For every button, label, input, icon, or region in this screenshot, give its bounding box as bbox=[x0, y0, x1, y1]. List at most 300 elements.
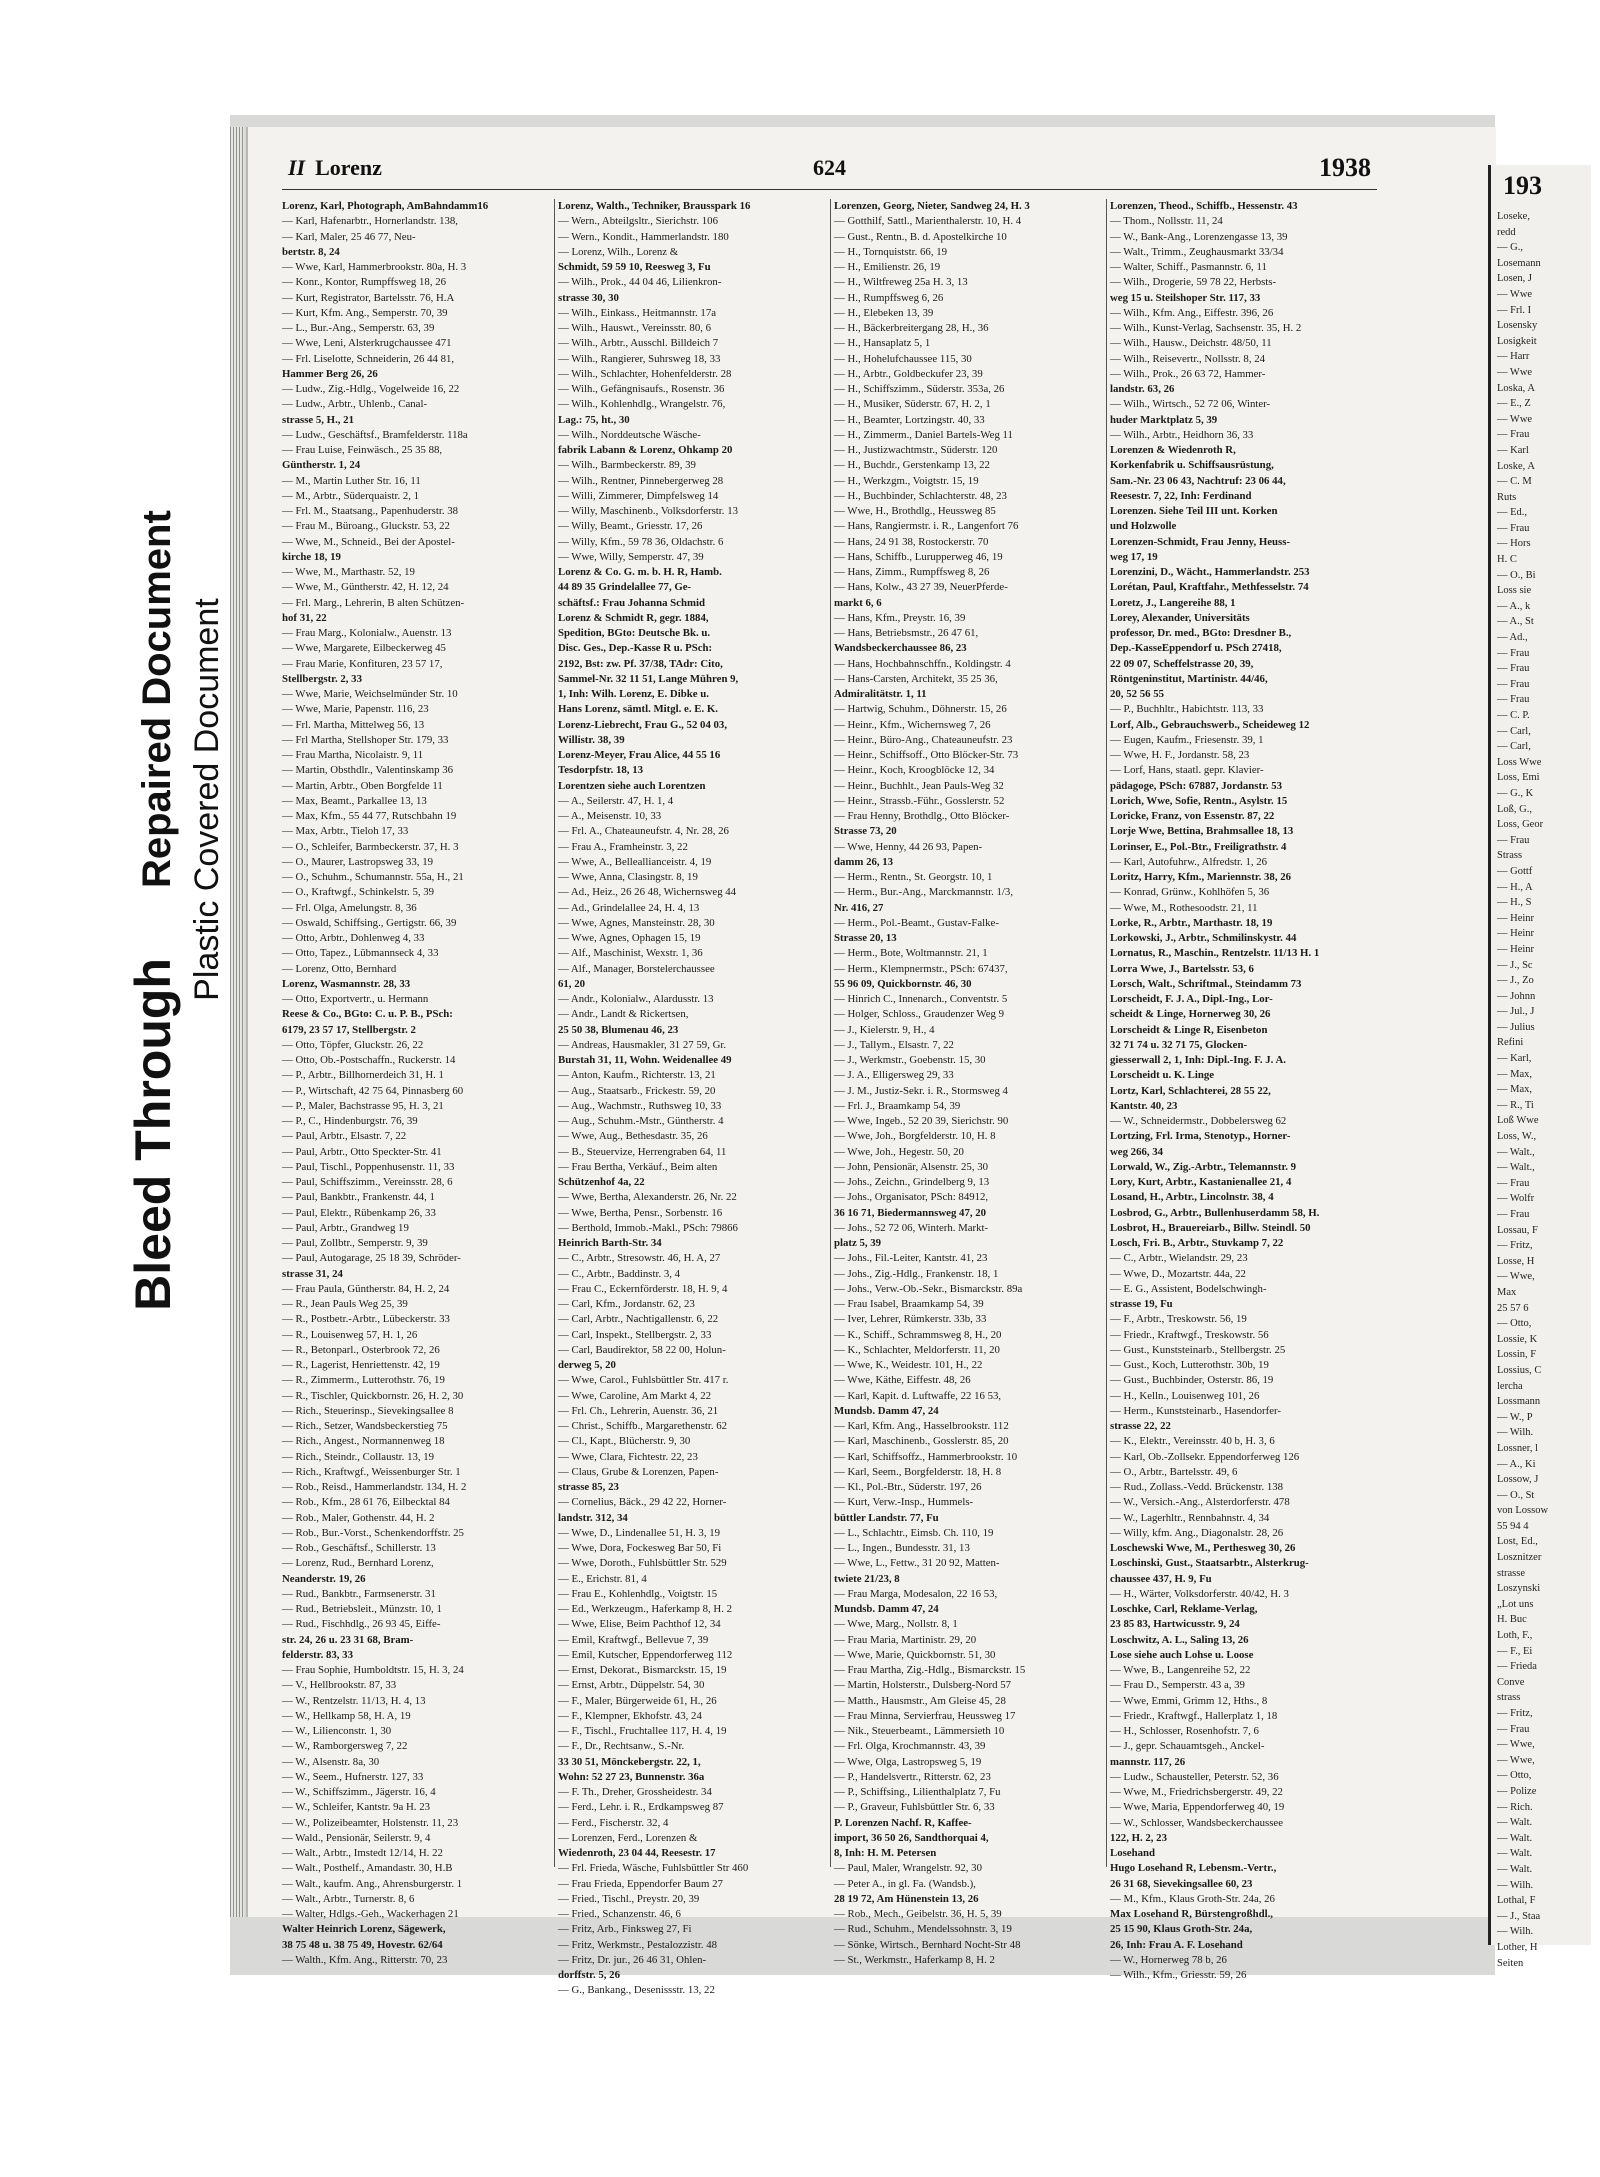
directory-entry: — Christ., Schiffb., Margarethenstr. 62 bbox=[558, 1420, 728, 1432]
directory-entry: — F., Klempner, Ekhofstr. 43, 24 bbox=[558, 1709, 702, 1722]
directory-entry: — J., Tallym., Elsastr. 7, 22 bbox=[834, 1038, 954, 1051]
directory-entry: — Lorenz, Otto, Bernhard bbox=[282, 962, 397, 975]
directory-entry: — Frau E., Kohlenhdlg., Voigtstr. 15 bbox=[558, 1587, 718, 1600]
adjacent-page-entry: lercha bbox=[1497, 1380, 1523, 1392]
directory-entry: — Peter A., in gl. Fa. (Wandsb.), bbox=[834, 1877, 976, 1890]
adjacent-page-entry: — Walt. bbox=[1497, 1817, 1533, 1829]
header-year: 1938 bbox=[1319, 153, 1371, 182]
adjacent-page-entry: — Wwe bbox=[1497, 366, 1533, 378]
directory-entry: — Frau M., Büroang., Gluckstr. 53, 22 bbox=[282, 520, 450, 533]
directory-entry: landstr. 63, 26 bbox=[1110, 383, 1175, 395]
directory-entry: — Otto, Arbtr., Dohlenweg 4, 33 bbox=[282, 932, 425, 944]
adjacent-page-entry: — Polize bbox=[1497, 1785, 1537, 1797]
directory-entry: — Frl. Frieda, Wäsche, Fuhlsbüttler Str 460 bbox=[558, 1862, 749, 1875]
directory-entry: Willistr. 38, 39 bbox=[558, 733, 625, 746]
directory-entry: Hugo Losehand R, Lebensm.-Vertr., bbox=[1110, 1862, 1277, 1875]
directory-entry: — Wilh., Rangierer, Suhrsweg 18, 33 bbox=[558, 352, 721, 365]
directory-entry: professor, Dr. med., BGto: Dresdner B., bbox=[1110, 627, 1292, 639]
directory-entry: Loschwitz, A. L., Saling 13, 26 bbox=[1110, 1633, 1249, 1646]
adjacent-page-entry: — Julius bbox=[1497, 1021, 1535, 1033]
directory-entry: — Rob., Bur.-Vorst., Schenkendorffstr. 25 bbox=[282, 1526, 464, 1539]
adjacent-page-entry: Loss, W., bbox=[1497, 1131, 1537, 1143]
adjacent-page-entry: — Walt. bbox=[1497, 1848, 1533, 1860]
directory-entry: — Johs., Verw.-Ob.-Sekr., Bismarckstr. 89a bbox=[834, 1282, 1023, 1295]
directory-entry: Lortzing, Frl. Irma, Stenotyp., Horner- bbox=[1110, 1130, 1291, 1143]
directory-entry: — Frl. Martha, Mittelweg 56, 13 bbox=[282, 718, 425, 731]
directory-entry: — W., Polizeibeamter, Holstenstr. 11, 23 bbox=[282, 1816, 459, 1829]
directory-entry: — W., Ramborgersweg 7, 22 bbox=[282, 1740, 408, 1753]
condition-label-group bbox=[124, 510, 227, 1311]
directory-entry: strasse 5, H., 21 bbox=[282, 413, 354, 426]
directory-entry: — J. M., Justiz-Sekr. i. R., Stormsweg 4 bbox=[834, 1084, 1008, 1097]
directory-entry: Lorscheidt & Linge R, Eisenbeton bbox=[1110, 1023, 1268, 1036]
directory-entry: — Andreas, Hausmakler, 31 27 59, Gr. bbox=[558, 1038, 727, 1051]
directory-entry: Lorje Wwe, Bettina, Brahmsallee 18, 13 bbox=[1110, 825, 1294, 838]
adjacent-page-entry: Loss Wwe bbox=[1497, 756, 1542, 768]
directory-entry: strasse 85, 23 bbox=[558, 1481, 619, 1493]
directory-entry: Wohn: 52 27 23, Bunnenstr. 36a bbox=[558, 1770, 705, 1783]
directory-entry: — Ad., Heiz., 26 26 48, Wichernsweg 44 bbox=[558, 886, 737, 899]
directory-entry: Dep.-KasseEppendorf u. PSch 27418, bbox=[1110, 642, 1282, 655]
adjacent-page-entry: — Heinr bbox=[1497, 912, 1535, 924]
directory-entry: — Gotthilf, Sattl., Marienthalerstr. 10, H. 4 bbox=[834, 215, 1022, 228]
adjacent-page-entry: Losensky bbox=[1497, 320, 1538, 332]
adjacent-page-entry: Loszynski bbox=[1497, 1583, 1541, 1595]
directory-entry: — Max, Arbtr., Tieloh 17, 33 bbox=[282, 825, 409, 838]
directory-entry: — Wwe, M., Marthastr. 52, 19 bbox=[282, 566, 415, 578]
directory-entry: — Wwe, H. F., Jordanstr. 58, 23 bbox=[1110, 749, 1250, 761]
directory-entry: — A., Meisenstr. 10, 33 bbox=[558, 810, 662, 822]
directory-entry: — O., Arbtr., Bartelsstr. 49, 6 bbox=[1110, 1465, 1238, 1478]
adjacent-page-entry: — J., Sc bbox=[1497, 959, 1533, 971]
adjacent-page-entry: Lost, Ed., bbox=[1497, 1536, 1538, 1548]
directory-entry: Lorentzen siehe auch Lorentzen bbox=[558, 779, 706, 792]
directory-entry: Mundsb. Damm 47, 24 bbox=[834, 1404, 939, 1417]
adjacent-page-entry: — Carl, bbox=[1497, 741, 1531, 753]
directory-entry: Loschinski, Gust., Staatsarbtr., Alsterkrug- bbox=[1110, 1557, 1309, 1570]
directory-entry: — Walt., Trimm., Zeughausmarkt 33/34 bbox=[1110, 245, 1284, 258]
adjacent-page-entry: redd bbox=[1497, 226, 1516, 238]
directory-entry: import, 36 50 26, Sandthorquai 4, bbox=[834, 1831, 989, 1844]
directory-entry: — Paul, Arbtr., Elsastr. 7, 22 bbox=[282, 1130, 407, 1143]
directory-entry: Walter Heinrich Lorenz, Sägewerk, bbox=[282, 1923, 446, 1936]
directory-entry: — Wwe, Carol., Fuhlsbüttler Str. 417 r. bbox=[558, 1374, 729, 1387]
directory-entry: — Wilh., Wirtsch., 52 72 06, Winter- bbox=[1110, 398, 1271, 411]
directory-entry: — Wwe, Marie, Weichselmünder Str. 10 bbox=[282, 688, 458, 700]
directory-entry: 61, 20 bbox=[558, 977, 585, 990]
bleed-through-label: Bleed Through bbox=[124, 957, 181, 1311]
directory-entry: — Frl. Marg., Lehrerin, B alten Schützen- bbox=[282, 596, 465, 609]
directory-entry: — Wald., Pensionär, Seilerstr. 9, 4 bbox=[282, 1831, 431, 1844]
directory-entry: — Wwe, Joh., Borgfelderstr. 10, H. 8 bbox=[834, 1130, 996, 1143]
directory-entry: — Heinr., Büro-Ang., Chateauneufstr. 23 bbox=[834, 733, 1013, 746]
directory-entry: hof 31, 22 bbox=[282, 611, 327, 624]
directory-entry: — R., Betonparl., Osterbrook 72, 26 bbox=[282, 1343, 440, 1356]
directory-entry: — O., Maurer, Lastropsweg 33, 19 bbox=[282, 855, 433, 868]
adjacent-page-entry: — Max, bbox=[1497, 1068, 1532, 1080]
directory-entry: — Alf., Maschinist, Wexstr. 1, 36 bbox=[558, 947, 703, 960]
directory-entry: — H., Werkzgm., Voigtstr. 15, 19 bbox=[834, 474, 979, 487]
directory-entry: Wiedenroth, 23 04 44, Reesestr. 17 bbox=[558, 1847, 716, 1859]
directory-entry: — Martin, Holsterstr., Dulsberg-Nord 57 bbox=[834, 1679, 1012, 1692]
adjacent-page-entry: — Frau bbox=[1497, 1723, 1530, 1735]
directory-entry: — Rich., Angest., Normannenweg 18 bbox=[282, 1435, 445, 1448]
directory-entry: — Rob., Reisd., Hammerlandstr. 134, H. 2 bbox=[282, 1481, 467, 1493]
directory-entry: — Gust., Kunststeinarb., Stellbergstr. 25 bbox=[1110, 1343, 1286, 1356]
directory-entry: — B., Steuervize, Herrengraben 64, 11 bbox=[558, 1145, 727, 1158]
adjacent-page-entry: Losigkeit bbox=[1497, 335, 1537, 347]
directory-entry: Lag.: 75, ht., 30 bbox=[558, 413, 630, 426]
directory-entry: — P., Buchhltr., Habichtstr. 113, 33 bbox=[1110, 703, 1264, 716]
directory-entry: Lorenzen & Wiedenroth R, bbox=[1110, 444, 1236, 456]
adjacent-page-entry: — Karl bbox=[1497, 444, 1529, 456]
directory-entry: — Wwe, Käthe, Eiffestr. 48, 26 bbox=[834, 1374, 971, 1387]
directory-entry: — Carl, Arbtr., Nachtigallenstr. 6, 22 bbox=[558, 1313, 719, 1326]
directory-entry: — Paul, Tischl., Poppenhusenstr. 11, 33 bbox=[282, 1160, 455, 1173]
adjacent-page-entry: — Walt., bbox=[1497, 1162, 1535, 1174]
directory-entry: Lorenzen-Schmidt, Frau Jenny, Heuss- bbox=[1110, 535, 1291, 548]
directory-entry: — V., Hellbrookstr. 87, 33 bbox=[282, 1679, 397, 1692]
directory-entry: — Gust., Rentn., B. d. Apostelkirche 10 bbox=[834, 230, 1007, 243]
adjacent-page-entry: — Frau bbox=[1497, 663, 1530, 675]
directory-entry: kirche 18, 19 bbox=[282, 550, 341, 563]
directory-entry: — Lorenz, Wilh., Lorenz & bbox=[558, 245, 679, 258]
adjacent-page-entry: — Frau bbox=[1497, 694, 1530, 706]
directory-entry: — P., C., Hindenburgstr. 76, 39 bbox=[282, 1115, 418, 1127]
directory-entry: — Frau D., Semperstr. 43 a, 39 bbox=[1110, 1679, 1245, 1692]
adjacent-page-entry: — Otto, bbox=[1497, 1318, 1532, 1330]
directory-entry: — A., Seilerstr. 47, H. 1, 4 bbox=[558, 794, 674, 807]
directory-entry: — Frau Marie, Konfituren, 23 57 17, bbox=[282, 657, 443, 670]
directory-entry: — Wwe, Henny, 44 26 93, Papen- bbox=[834, 840, 983, 853]
adjacent-page-entry: Loseke, bbox=[1497, 211, 1530, 222]
directory-entry: — Frau Marg., Kolonialw., Auenstr. 13 bbox=[282, 627, 452, 639]
directory-column-2 bbox=[558, 199, 828, 1997]
directory-entry: — C., Arbtr., Baddinstr. 3, 4 bbox=[558, 1267, 681, 1280]
directory-entry: — Max, Kfm., 55 44 77, Rutschbahn 19 bbox=[282, 810, 457, 822]
directory-entry: — Karl, Kapit. d. Luftwaffe, 22 16 53, bbox=[834, 1389, 1002, 1402]
directory-entry: — Frl. A., Chateauneufstr. 4, Nr. 28, 26 bbox=[558, 825, 729, 838]
directory-entry: 8, Inh: H. M. Petersen bbox=[834, 1847, 937, 1859]
directory-entry: — Rob., Geschäftsf., Schillerstr. 13 bbox=[282, 1542, 436, 1554]
directory-entry: — P., Graveur, Fuhlsbüttler Str. 6, 33 bbox=[834, 1801, 995, 1814]
directory-entry: — Berthold, Immob.-Makl., PSch: 79866 bbox=[558, 1221, 738, 1234]
directory-entry: — Karl, Ob.-Zollsekr. Eppendorferweg 126 bbox=[1110, 1450, 1300, 1463]
directory-entry: — Gust., Koch, Lutterothstr. 30b, 19 bbox=[1110, 1359, 1269, 1371]
directory-entry: — Paul, Zollbtr., Semperstr. 9, 39 bbox=[282, 1237, 428, 1249]
adjacent-page-entry: — H., A bbox=[1497, 881, 1533, 893]
directory-entry: Losehand bbox=[1110, 1847, 1156, 1859]
directory-entry: — Eugen, Kaufm., Friesenstr. 39, 1 bbox=[1110, 733, 1264, 746]
directory-entry: — Carl, Kfm., Jordanstr. 62, 23 bbox=[558, 1298, 695, 1310]
directory-entry: — Wern., Kondit., Hammerlandstr. 180 bbox=[558, 230, 729, 243]
directory-entry: — W., Lagerhltr., Rennbahnstr. 4, 34 bbox=[1110, 1511, 1270, 1524]
directory-entry: — P., Schiffsing., Lilienthalplatz 7, Fu bbox=[834, 1786, 1001, 1798]
adjacent-page-entry: — Walt. bbox=[1497, 1863, 1533, 1875]
directory-entry: — Wilh., Einkass., Heitmannstr. 17a bbox=[558, 306, 717, 319]
directory-entry: — Frau A., Framheinstr. 3, 22 bbox=[558, 840, 688, 853]
adjacent-page-entry: — A., Ki bbox=[1497, 1458, 1536, 1470]
directory-entry: derweg 5, 20 bbox=[558, 1359, 616, 1371]
directory-entry: — H., Schiffszimm., Süderstr. 353a, 26 bbox=[834, 383, 1005, 395]
directory-entry: Güntherstr. 1, 24 bbox=[282, 459, 361, 472]
directory-entry: — Hans, Rangiermstr. i. R., Langenfort 76 bbox=[834, 520, 1019, 533]
directory-entry: — Johs., Fil.-Leiter, Kantstr. 41, 23 bbox=[834, 1252, 988, 1265]
directory-entry: — C., Arbtr., Wielandstr. 29, 23 bbox=[1110, 1252, 1248, 1265]
directory-entry: — Frl. Ch., Lehrerin, Auenstr. 36, 21 bbox=[558, 1404, 719, 1417]
directory-entry: — Wilh., Schlachter, Hohenfelderstr. 28 bbox=[558, 367, 732, 380]
adjacent-page-entry: — A., St bbox=[1497, 616, 1534, 628]
directory-entry: — Wwe, Agnes, Mansteinstr. 28, 30 bbox=[558, 916, 715, 929]
directory-entry: schäftsf.: Frau Johanna Schmid bbox=[558, 596, 705, 609]
directory-entry: Reesestr. 7, 22, Inh: Ferdinand bbox=[1110, 489, 1252, 502]
directory-entry: — E. G., Assistent, Bodelschwingh- bbox=[1110, 1282, 1267, 1295]
directory-entry: — L., Bur.-Ang., Semperstr. 63, 39 bbox=[282, 322, 435, 334]
directory-entry: — Wilh., Prok., 26 63 72, Hammer- bbox=[1110, 367, 1266, 380]
directory-entry: — Rud., Schuhm., Mendelssohnstr. 3, 19 bbox=[834, 1923, 1012, 1936]
directory-entry: — Lorenz, Rud., Bernhard Lorenz, bbox=[282, 1557, 434, 1570]
directory-entry: — Wwe, Emmi, Grimm 12, Hths., 8 bbox=[1110, 1694, 1268, 1707]
directory-entry: Lortz, Karl, Schlachterei, 28 55 22, bbox=[1110, 1084, 1271, 1097]
directory-entry: Burstah 31, 11, Wohn. Weidenallee 49 bbox=[558, 1054, 732, 1066]
adjacent-page-entry: strass bbox=[1497, 1692, 1521, 1704]
directory-entry: — O., Schleifer, Barmbeckerstr. 37, H. 3 bbox=[282, 840, 459, 853]
adjacent-page-entry: Losse, H bbox=[1497, 1255, 1535, 1267]
directory-entry: strasse 31, 24 bbox=[282, 1267, 343, 1280]
adjacent-page-entry: Lossow, J bbox=[1497, 1474, 1539, 1486]
directory-entry: strasse 22, 22 bbox=[1110, 1420, 1171, 1432]
directory-entry: — Walth., Kfm. Ang., Ritterstr. 70, 23 bbox=[282, 1953, 448, 1966]
directory-entry: Spedition, BGto: Deutsche Bk. u. bbox=[558, 627, 711, 639]
directory-entry: — Iver, Lehrer, Rümkerstr. 33b, 33 bbox=[834, 1313, 987, 1326]
directory-entry: — Wilh., Barmbeckerstr. 89, 39 bbox=[558, 459, 696, 472]
directory-entry: — Wwe, Doroth., Fuhlsbüttler Str. 529 bbox=[558, 1557, 727, 1570]
directory-entry: — H., Hohelufchaussee 115, 30 bbox=[834, 352, 972, 365]
directory-entry: — Wwe, B., Langenreihe 52, 22 bbox=[1110, 1664, 1251, 1676]
directory-entry: Sam.-Nr. 23 06 43, Nachtruf: 23 06 44, bbox=[1110, 474, 1286, 487]
directory-entry: — F., Tischl., Fruchtallee 117, H. 4, 19 bbox=[558, 1725, 727, 1737]
directory-entry: giesserwall 2, 1, Inh: Dipl.-Ing. F. J. A. bbox=[1110, 1054, 1286, 1066]
adjacent-page-entry: — Frieda bbox=[1497, 1661, 1537, 1673]
adjacent-page-entry: Loske, A bbox=[1497, 460, 1535, 472]
directory-entry: — H., Tornquiststr. 66, 19 bbox=[834, 245, 948, 258]
directory-entry: — Frau Henny, Brothdlg., Otto Blöcker- bbox=[834, 810, 1010, 822]
directory-entry: Tesdorpfstr. 18, 13 bbox=[558, 764, 643, 777]
adjacent-page-entry: Lossius, C bbox=[1497, 1364, 1542, 1376]
directory-entry: — Walt., Posthelf., Amandastr. 30, H.B bbox=[282, 1862, 453, 1875]
directory-entry: — Andr., Landt & Rickertsen, bbox=[558, 1008, 689, 1021]
directory-entry: 38 75 48 u. 38 75 49, Hovestr. 62/64 bbox=[282, 1938, 443, 1951]
directory-entry: Röntgeninstitut, Martinistr. 44/46, bbox=[1110, 672, 1268, 685]
directory-entry: strasse 30, 30 bbox=[558, 291, 619, 304]
directory-entry: — Karl, Schiffsoffz., Hammerbrookstr. 10 bbox=[834, 1450, 1018, 1463]
adjacent-page-entry: 55 94 4 bbox=[1497, 1520, 1529, 1532]
adjacent-page-entry: Lother, H bbox=[1497, 1941, 1538, 1953]
directory-entry: — H., Wiltfreweg 25a H. 3, 13 bbox=[834, 276, 968, 289]
directory-entry: — Wwe, Marg., Nollstr. 8, 1 bbox=[834, 1618, 958, 1631]
directory-entry: — J., Kielerstr. 9, H., 4 bbox=[834, 1023, 935, 1036]
directory-entry: — Konr., Kontor, Rumpffsweg 18, 26 bbox=[282, 276, 447, 289]
directory-entry: — Aug., Staatsarb., Frickestr. 59, 20 bbox=[558, 1084, 716, 1097]
adjacent-page-entry: — Walt., bbox=[1497, 1146, 1535, 1158]
adjacent-page-entry: — A., k bbox=[1497, 600, 1531, 612]
directory-entry: — Wilh., Reisevertr., Nollsstr. 8, 24 bbox=[1110, 352, 1266, 365]
directory-entry: Lory, Kurt, Arbtr., Kastanienallee 21, 4 bbox=[1110, 1176, 1292, 1188]
directory-entry: Hammer Berg 26, 26 bbox=[282, 367, 378, 380]
directory-entry: Lorey, Alexander, Universitäts bbox=[1110, 611, 1250, 624]
directory-entry: — H., Zimmerm., Daniel Bartels-Weg 11 bbox=[834, 428, 1013, 441]
directory-entry: Lorra Wwe, J., Bartelsstr. 53, 6 bbox=[1110, 962, 1254, 975]
adjacent-page-entry: — Fritz, bbox=[1497, 1708, 1533, 1719]
directory-entry: — Heinr., Buchhlt., Jean Pauls-Weg 32 bbox=[834, 779, 1004, 792]
directory-entry: — Hans, Kfm., Preystr. 16, 39 bbox=[834, 611, 966, 624]
directory-entry: — Rud., Fischhdlg., 26 93 45, Eiffe- bbox=[282, 1618, 441, 1631]
adjacent-page-entry: — G., K bbox=[1497, 787, 1534, 799]
directory-entry: — Otto, Töpfer, Gluckstr. 26, 22 bbox=[282, 1038, 424, 1051]
directory-entry: Reese & Co., BGto: C. u. P. B., PSch: bbox=[282, 1008, 453, 1021]
directory-entry: twiete 21/23, 8 bbox=[834, 1572, 900, 1585]
directory-entry: — Gust., Buchbinder, Osterstr. 86, 19 bbox=[1110, 1374, 1274, 1387]
directory-entry: — J., Werkmstr., Goebenstr. 15, 30 bbox=[834, 1054, 986, 1066]
directory-entry: — Frau Isabel, Braamkamp 54, 39 bbox=[834, 1298, 984, 1310]
directory-entry: — Hans, Kolw., 43 27 39, NeuerPferde- bbox=[834, 581, 1008, 594]
directory-entry: — Wwe, Elise, Beim Pachthof 12, 34 bbox=[558, 1618, 721, 1631]
directory-entry: — Willy, Kfm., 59 78 36, Oldachstr. 6 bbox=[558, 535, 724, 548]
directory-entry: 33 30 51, Mönckebergstr. 22, 1, bbox=[558, 1755, 701, 1768]
directory-entry: — Wwe, Agnes, Ophagen 15, 19 bbox=[558, 932, 701, 944]
directory-entry: dorffstr. 5, 26 bbox=[558, 1969, 620, 1981]
directory-entry: — O., Schuhm., Schumannstr. 55a, H., 21 bbox=[282, 871, 464, 883]
adjacent-page-entry: — Max, bbox=[1497, 1084, 1532, 1096]
directory-entry: Lornatus, R., Maschin., Rentzelstr. 11/13 H. 1 bbox=[1110, 947, 1320, 960]
adjacent-page-entry: — Johnn bbox=[1497, 990, 1536, 1002]
directory-entry: — Frau Minna, Servierfrau, Heussweg 17 bbox=[834, 1709, 1016, 1722]
adjacent-page-entry: — Frau bbox=[1497, 429, 1530, 441]
directory-entry: — Heinr., Kfm., Wichernsweg 7, 26 bbox=[834, 718, 991, 731]
adjacent-page-entry: — J., Staa bbox=[1497, 1910, 1541, 1922]
adjacent-page-entry: Refini bbox=[1497, 1037, 1524, 1049]
directory-entry: — Karl, Maschinenb., Gosslerstr. 85, 20 bbox=[834, 1435, 1009, 1448]
directory-entry: — Wwe, Aug., Bethesdastr. 35, 26 bbox=[558, 1130, 708, 1143]
directory-entry: strasse 19, Fu bbox=[1110, 1298, 1173, 1310]
directory-entry: — Rich., Setzer, Wandsbeckerstieg 75 bbox=[282, 1420, 448, 1432]
directory-entry: — Kl., Pol.-Btr., Süderstr. 197, 26 bbox=[834, 1481, 982, 1493]
repaired-document-label: Repaired Document bbox=[134, 509, 179, 888]
directory-entry: — Paul, Arbtr., Grandweg 19 bbox=[282, 1221, 409, 1234]
directory-entry: — R., Postbetr.-Arbtr., Lübeckerstr. 33 bbox=[282, 1313, 450, 1326]
directory-entry: Lose siehe auch Lohse u. Loose bbox=[1110, 1648, 1254, 1661]
adjacent-page-entry: — Hors bbox=[1497, 538, 1531, 550]
adjacent-page-entry: „Lot uns bbox=[1497, 1598, 1534, 1610]
directory-entry: — Frau Bertha, Verkäuf., Beim alten bbox=[558, 1160, 718, 1173]
directory-entry: 25 15 90, Klaus Groth-Str. 24a, bbox=[1110, 1923, 1253, 1936]
directory-entry: — Wwe, Dora, Fockesweg Bar 50, Fi bbox=[558, 1542, 722, 1554]
page-number: 624 bbox=[813, 155, 846, 180]
directory-entry: — Wilh., Kohlenhdlg., Wrangelstr. 76, bbox=[558, 398, 726, 411]
directory-entry: — K., Elektr., Vereinsstr. 40 b, H. 3, 6 bbox=[1110, 1435, 1275, 1448]
adjacent-page-entry: Loss, Geor bbox=[1497, 819, 1544, 831]
directory-entry: 23 85 83, Hartwicusstr. 9, 24 bbox=[1110, 1618, 1240, 1631]
adjacent-page-entry: Loth, F., bbox=[1497, 1630, 1533, 1642]
page-edge bbox=[230, 127, 244, 1917]
adjacent-page-entry: Lossau, F bbox=[1497, 1224, 1538, 1236]
directory-entry: 28 19 72, Am Hünenstein 13, 26 bbox=[834, 1892, 979, 1905]
directory-entry: — Wwe, D., Mozartstr. 44a, 22 bbox=[1110, 1267, 1246, 1280]
directory-entry: — St., Werkmstr., Haferkamp 8, H. 2 bbox=[834, 1953, 995, 1966]
directory-entry: — W., Alsenstr. 8a, 30 bbox=[282, 1755, 380, 1768]
directory-entry: — L., Schlachtr., Eimsb. Ch. 110, 19 bbox=[834, 1526, 994, 1539]
directory-entry: Schmidt, 59 59 10, Reesweg 3, Fu bbox=[558, 261, 711, 273]
directory-entry: Strasse 73, 20 bbox=[834, 825, 897, 838]
directory-entry: 36 16 71, Biedermannsweg 47, 20 bbox=[834, 1206, 987, 1219]
directory-entry: Stellbergstr. 2, 33 bbox=[282, 672, 362, 685]
directory-entry: — Paul, Bankbtr., Frankenstr. 44, 1 bbox=[282, 1191, 435, 1204]
directory-entry: Lorsch, Walt., Schriftmal., Steindamm 73 bbox=[1110, 977, 1302, 990]
adjacent-page-entry: Lossin, F bbox=[1497, 1349, 1537, 1361]
directory-entry: — Frau C., Eckernförderstr. 18, H. 9, 4 bbox=[558, 1282, 728, 1295]
directory-entry: — J., gepr. Schauamtsgeh., Anckel- bbox=[1110, 1740, 1265, 1753]
directory-entry: — Wwe, Bertha, Alexanderstr. 26, Nr. 22 bbox=[558, 1191, 737, 1204]
directory-entry: — M., Kfm., Klaus Groth-Str. 24a, 26 bbox=[1110, 1892, 1275, 1905]
directory-entry: — Ludw., Zig.-Hdlg., Vogelweide 16, 22 bbox=[282, 383, 460, 395]
directory-entry: — Paul, Arbtr., Otto Speckter-Str. 41 bbox=[282, 1145, 442, 1158]
directory-entry: — W., Schlosser, Wandsbeckerchaussee bbox=[1110, 1816, 1284, 1829]
directory-entry: Lorenz, Wasmannstr. 28, 33 bbox=[282, 977, 411, 990]
adjacent-page-entry: — Heinr bbox=[1497, 928, 1535, 940]
directory-entry: Lorkowski, J., Arbtr., Schmilinskystr. 44 bbox=[1110, 932, 1297, 944]
directory-entry: — Herm., Rentn., St. Georgstr. 10, 1 bbox=[834, 871, 993, 883]
directory-entry: Admiralitätstr. 1, 11 bbox=[834, 688, 927, 700]
directory-entry: — Walter, Hdlgs.-Geh., Wackerhagen 21 bbox=[282, 1908, 459, 1920]
directory-entry: — Hans, Hochbahnschffn., Koldingstr. 4 bbox=[834, 657, 1011, 670]
directory-entry: — Herm., Kunststeinarb., Hasendorfer- bbox=[1110, 1404, 1281, 1417]
adjacent-page-entry: — Wwe, bbox=[1497, 1271, 1535, 1283]
directory-entry: — Wilh., Arbtr., Heidhorn 36, 33 bbox=[1110, 428, 1254, 441]
directory-entry: landstr. 312, 34 bbox=[558, 1511, 628, 1524]
directory-entry: — Wilh., Kfm. Ang., Eiffestr. 396, 26 bbox=[1110, 306, 1274, 319]
directory-entry: — Friedr., Kraftwgf., Treskowstr. 56 bbox=[1110, 1328, 1269, 1341]
directory-entry: — H., Buchdr., Gerstenkamp 13, 22 bbox=[834, 459, 990, 472]
directory-entry: weg 266, 34 bbox=[1110, 1145, 1164, 1158]
directory-entry: 122, H. 2, 23 bbox=[1110, 1831, 1167, 1844]
directory-entry: Lorenz-Meyer, Frau Alice, 44 55 16 bbox=[558, 749, 721, 761]
directory-entry: — R., Jean Pauls Weg 25, 39 bbox=[282, 1298, 408, 1310]
directory-entry: Lorenzini, D., Wächt., Hammerlandstr. 253 bbox=[1110, 566, 1310, 578]
directory-entry: — Karl, Maler, 25 46 77, Neu- bbox=[282, 230, 416, 243]
directory-entry: — Frl. M., Staatsang., Papenhuderstr. 38 bbox=[282, 505, 459, 517]
directory-entry: — P., Maler, Bachstrasse 95, H. 3, 21 bbox=[282, 1099, 444, 1112]
column-divider bbox=[830, 199, 831, 1867]
directory-entry: — Frau Martha, Zig.-Hdlg., Bismarckstr. 15 bbox=[834, 1664, 1026, 1676]
directory-entry: mannstr. 117, 26 bbox=[1110, 1755, 1186, 1768]
directory-entry: — Herm., Klempnermstr., PSch: 67437, bbox=[834, 962, 1008, 975]
directory-entry: — Frau Maria, Martinistr. 29, 20 bbox=[834, 1633, 977, 1646]
directory-entry: — Walt., kaufm. Ang., Ahrensburgerstr. 1 bbox=[282, 1877, 463, 1890]
directory-entry: — Frl. Olga, Amelungstr. 8, 36 bbox=[282, 901, 417, 914]
directory-entry: büttler Landstr. 77, Fu bbox=[834, 1511, 939, 1524]
adjacent-page-entry: Losznitzer bbox=[1497, 1552, 1542, 1564]
directory-entry: — W., Schneidermstr., Dobbelersweg 62 bbox=[1110, 1115, 1287, 1127]
directory-entry: — Hartwig, Schuhm., Döhnerstr. 15, 26 bbox=[834, 703, 1007, 716]
directory-entry: — Kurt, Kfm. Ang., Semperstr. 70, 39 bbox=[282, 306, 448, 319]
directory-entry: Hans Lorenz, sämtl. Mitgl. e. E. K. bbox=[558, 703, 718, 716]
adjacent-page-entry: Loß, G., bbox=[1497, 803, 1532, 815]
adjacent-page-entry: — Wolfr bbox=[1497, 1193, 1535, 1205]
directory-entry: — R., Zimmerm., Lutterothstr. 76, 19 bbox=[282, 1374, 445, 1387]
directory-entry: — Wwe, Marie, Quickbornstr. 51, 30 bbox=[834, 1648, 996, 1661]
directory-entry: — Frau Paula, Güntherstr. 84, H. 2, 24 bbox=[282, 1282, 450, 1295]
directory-entry: — E., Erichstr. 81, 4 bbox=[558, 1572, 647, 1585]
